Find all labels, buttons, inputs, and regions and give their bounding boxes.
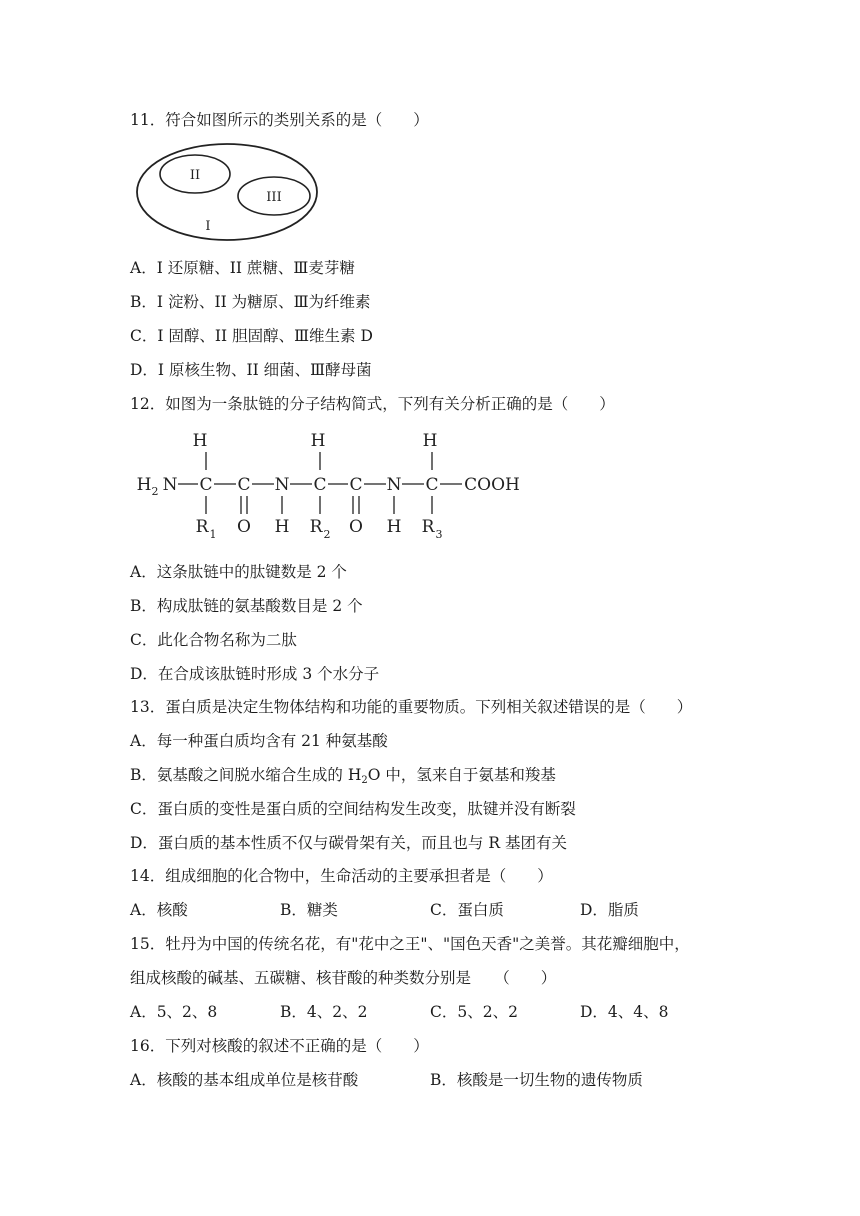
atom-c-2: C (237, 475, 251, 495)
q13-option-d: D．蛋白质的基本性质不仅与碳骨架有关，而且也与 R 基团有关 (130, 834, 567, 852)
q14-stem: 14．组成细胞的化合物中，生命活动的主要承担者是（ ） (130, 867, 553, 885)
q16-option-a: A．核酸的基本组成单位是核苷酸 (130, 1071, 359, 1089)
label-ii: II (189, 168, 201, 183)
q13-option-b-rest: O 中，氢来自于氨基和羧基 (367, 766, 556, 784)
q15-options (130, 1002, 669, 1022)
atom-h-bottom-1: H (274, 517, 290, 537)
group-r2: R (309, 517, 323, 537)
atom-c-1: C (199, 475, 213, 495)
q14-option-a: A．核酸 (130, 901, 188, 919)
atom-h2n-sub: 2 (151, 485, 159, 498)
q13-option-c: C．蛋白质的变性是蛋白质的空间结构发生改变，肽键并没有断裂 (130, 800, 576, 818)
atom-n-1: N (274, 475, 290, 495)
q15-option-d: D．4、4、8 (580, 1003, 669, 1021)
q15-option-b: B．4、2、2 (280, 1003, 368, 1021)
q15-option-a: A．5、2、8 (130, 1003, 218, 1021)
atom-h-top-2: H (310, 431, 326, 451)
atom-h-top-3: H (422, 431, 438, 451)
group-r3-sub: 3 (435, 528, 443, 541)
q16-options (130, 1070, 643, 1090)
q12-option-a: A．这条肽链中的肽键数是 2 个 (130, 563, 347, 581)
atom-c-5: C (425, 475, 439, 495)
group-cooh: COOH (464, 475, 520, 495)
q14-options (130, 900, 639, 920)
atom-o-1: O (237, 517, 251, 537)
group-r1: R (195, 517, 209, 537)
q11-option-c: C．I 固醇、II 胆固醇、Ⅲ维生素 D (130, 327, 373, 345)
group-r3: R (421, 517, 435, 537)
q13-stem: 13．蛋白质是决定生物体结构和功能的重要物质。下列相关叙述错误的是（ ） (130, 698, 693, 716)
q15-stem-line1: 15．牡丹为中国的传统名花，有"花中之王"、"国色天香"之美誉。其花瓣细胞中， (130, 935, 690, 953)
atom-h2n-n: N (162, 475, 178, 495)
group-r2-sub: 2 (323, 528, 331, 541)
label-iii: III (266, 190, 282, 205)
q16-option-b: B．核酸是一切生物的遗传物质 (430, 1071, 643, 1089)
outer-ellipse (137, 144, 317, 240)
atom-h2n-h: H (136, 475, 152, 495)
q14-option-d: D．脂质 (580, 901, 639, 919)
label-i: I (205, 219, 211, 234)
q14-option-c: C．蛋白质 (430, 901, 504, 919)
group-r1-sub: 1 (209, 528, 217, 541)
peptide-structure (130, 428, 530, 548)
atom-n-2: N (386, 475, 402, 495)
atom-c-3: C (313, 475, 327, 495)
q13-option-b (130, 765, 556, 791)
q12-option-c: C．此化合物名称为二肽 (130, 631, 297, 649)
q13-option-b-text: B．氨基酸之间脱水缩合生成的 H (130, 766, 362, 784)
atom-h-bottom-2: H (386, 517, 402, 537)
q13-option-b-subscript: 2 (361, 775, 368, 786)
atom-c-4: C (349, 475, 363, 495)
q12-stem: 12．如图为一条肽链的分子结构简式，下列有关分析正确的是（ ） (130, 395, 615, 413)
venn-diagram (130, 140, 330, 250)
q14-option-b: B．糖类 (280, 901, 338, 919)
q12-option-b: B．构成肽链的氨基酸数目是 2 个 (130, 597, 363, 615)
q12-option-d: D．在合成该肽链时形成 3 个水分子 (130, 665, 380, 683)
q15-option-c: C．5、2、2 (430, 1003, 518, 1021)
q16-stem: 16．下列对核酸的叙述不正确的是（ ） (130, 1037, 429, 1055)
q11-option-b: B．I 淀粉、II 为糖原、Ⅲ为纤维素 (130, 293, 371, 311)
q15-stem-line2: 组成核酸的碱基、五碳糖、核苷酸的种类数分别是 （ ） (130, 969, 557, 987)
q11-stem: 11．符合如图所示的类别关系的是（ ） (130, 111, 429, 129)
q13-option-a: A．每一种蛋白质均含有 21 种氨基酸 (130, 732, 388, 750)
q11-option-a: A．I 还原糖、II 蔗糖、Ⅲ麦芽糖 (130, 259, 355, 277)
atom-h-top-1: H (192, 431, 208, 451)
atom-o-2: O (349, 517, 363, 537)
q11-option-d: D．I 原核生物、II 细菌、Ⅲ酵母菌 (130, 361, 372, 379)
